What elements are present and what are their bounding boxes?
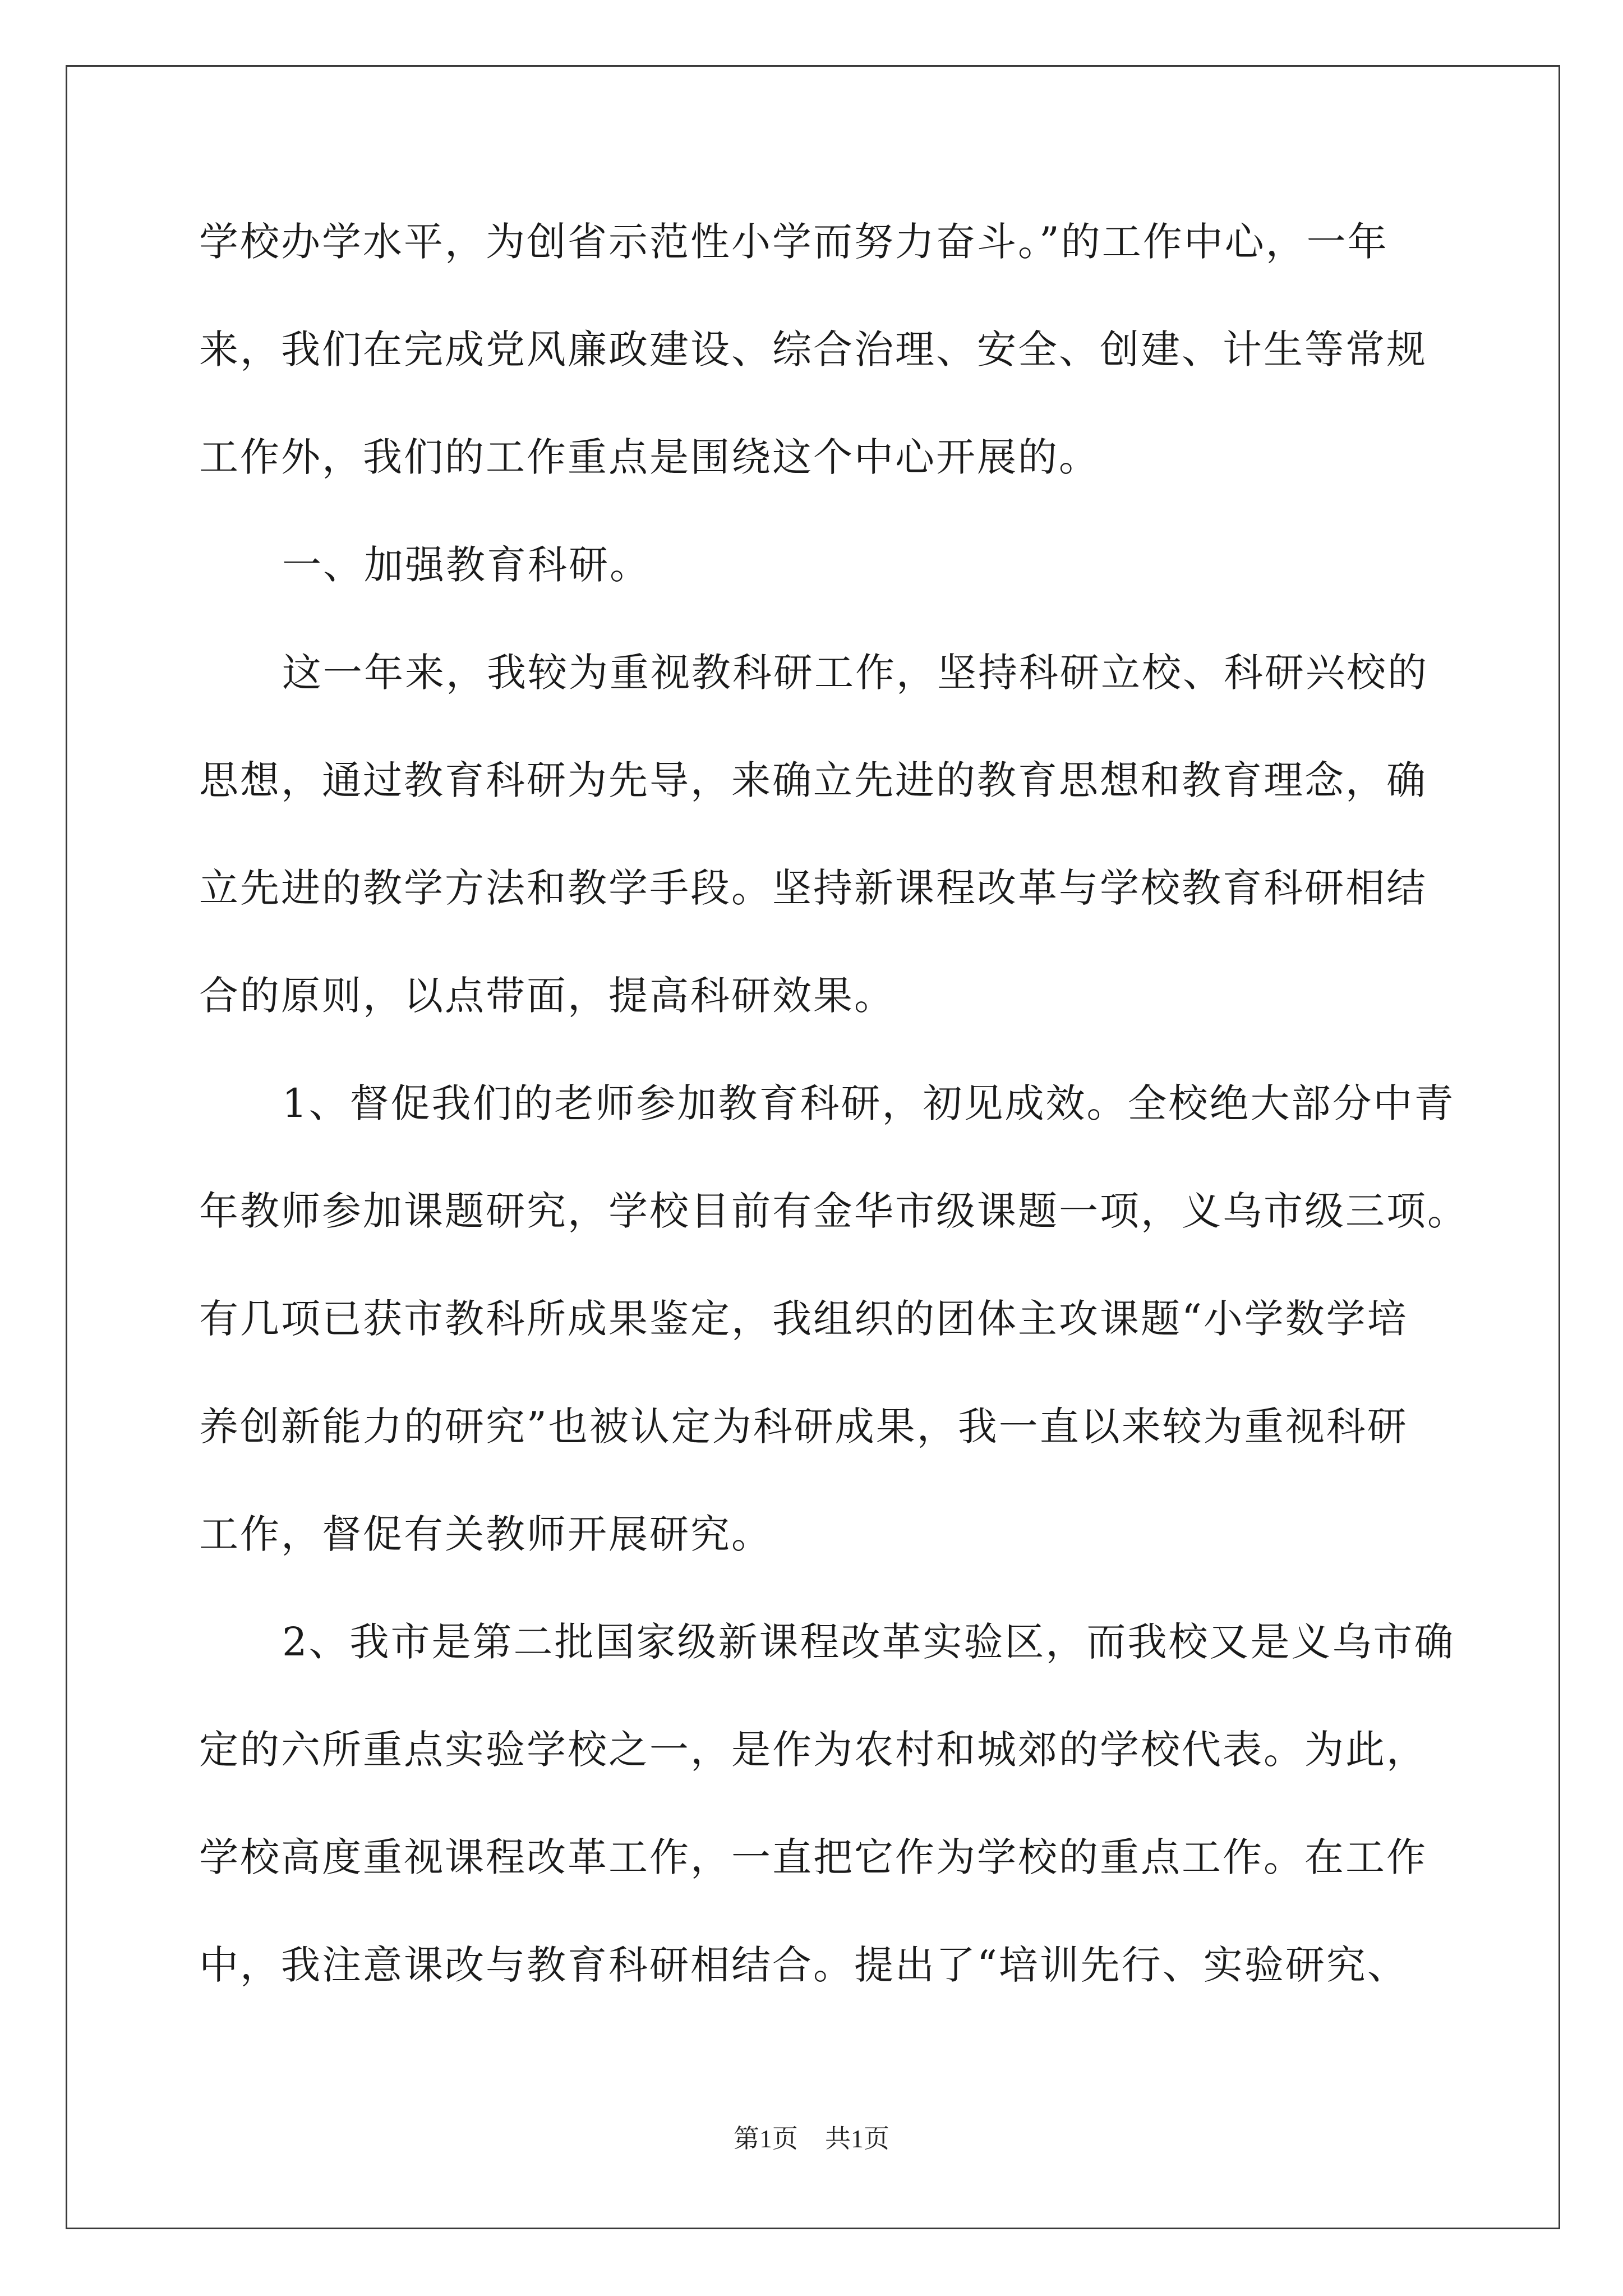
text-line: 学校办学水平，为创省示范性小学而努力奋斗。”的工作中心，一年: [199, 219, 1389, 265]
text-line: 合的原则，以点带面，提高科研效果。: [199, 973, 895, 1019]
text-line: 有几项已获市教科所成果鉴定，我组织的团体主攻课题“小学数学培: [199, 1296, 1408, 1342]
text-line: 工作外，我们的工作重点是围绕这个中心开展的。: [199, 434, 1100, 480]
text-line: 这一年来，我较为重视教科研工作，坚持科研立校、科研兴校的: [282, 650, 1428, 696]
document-body: [199, 216, 1468, 2047]
text-line: 思想，通过教育科研为先导，来确立先进的教育思想和教育理念，确: [199, 757, 1427, 803]
text-line: 1、督促我们的老师参加教育科研，初见成效。全校绝大部分中青: [282, 1080, 1455, 1126]
page-number-current: 第1页: [734, 2124, 798, 2153]
page-footer: [0, 2122, 1623, 2156]
text-line: 立先进的教学方法和教学手段。坚持新课程改革与学校教育科研相结: [199, 865, 1427, 911]
page-number-total: 共1页: [825, 2124, 889, 2153]
section-heading: 一、加强教育科研。: [282, 542, 651, 588]
text-line: 年教师参加课题研究，学校目前有金华市级课题一项，义乌市级三项。: [199, 1188, 1468, 1234]
text-line: 工作，督促有关教师开展研究。: [199, 1511, 772, 1557]
text-line: 中，我注意课改与教育科研相结合。提出了“培训先行、实验研究、: [199, 1942, 1408, 1988]
text-line: 2、我市是第二批国家级新课程改革实验区，而我校又是义乌市确: [282, 1619, 1455, 1665]
text-line: 学校高度重视课程改革工作，一直把它作为学校的重点工作。在工作: [199, 1834, 1427, 1880]
text-line: 来，我们在完成党风廉政建设、综合治理、安全、创建、计生等常规: [199, 326, 1427, 372]
text-line: 定的六所重点实验学校之一，是作为农村和城郊的学校代表。为此，: [199, 1727, 1427, 1773]
text-line: 养创新能力的研究”也被认定为科研成果，我一直以来较为重视科研: [199, 1404, 1408, 1450]
